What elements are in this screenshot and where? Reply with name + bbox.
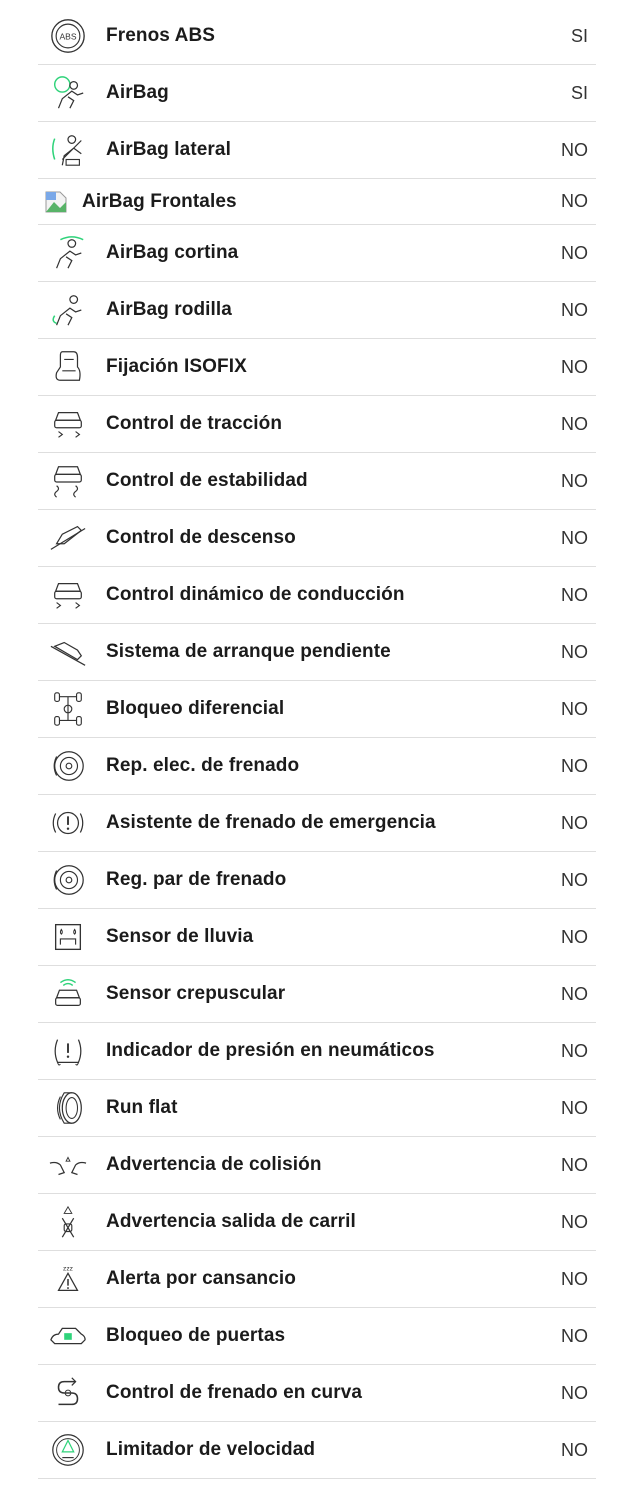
broken-image-icon — [44, 190, 68, 214]
feature-value: NO — [561, 698, 588, 719]
feature-label: Reg. par de frenado — [106, 869, 287, 890]
feature-label: Run flat — [106, 1097, 178, 1118]
feature-label: Control de frenado en curva — [106, 1382, 363, 1403]
feature-value: NO — [561, 1439, 588, 1460]
feature-row — [38, 282, 596, 339]
feature-label: Asistente de frenado de emergencia — [106, 812, 436, 833]
abs-icon — [48, 16, 88, 56]
feature-value: NO — [561, 1268, 588, 1289]
feature-label: AirBag rodilla — [106, 299, 232, 320]
feature-row — [38, 510, 596, 567]
differential-lock-icon — [48, 689, 88, 729]
safety-features-list — [38, 8, 596, 1479]
stability-control-icon — [48, 461, 88, 501]
feature-label: Limitador de velocidad — [106, 1439, 316, 1460]
feature-row — [38, 8, 596, 65]
feature-label: AirBag cortina — [106, 242, 239, 263]
airbag-rodilla-icon — [48, 290, 88, 330]
collision-warning-icon — [48, 1145, 88, 1185]
feature-row — [38, 1137, 596, 1194]
feature-label: Advertencia salida de carril — [106, 1211, 356, 1232]
feature-row — [38, 567, 596, 624]
feature-value: NO — [561, 191, 588, 211]
feature-row — [38, 179, 596, 225]
feature-row — [38, 738, 596, 795]
feature-value: NO — [561, 299, 588, 320]
feature-label: Indicador de presión en neumáticos — [106, 1040, 435, 1061]
feature-label: AirBag — [106, 82, 169, 103]
feature-row — [38, 1194, 596, 1251]
tire-pressure-icon — [48, 1031, 88, 1071]
feature-row — [38, 1308, 596, 1365]
feature-value: NO — [561, 584, 588, 605]
feature-value: NO — [561, 869, 588, 890]
svg-text:ABS: ABS — [59, 31, 77, 42]
feature-row — [38, 1365, 596, 1422]
feature-label: Advertencia de colisión — [106, 1154, 322, 1175]
feature-row — [38, 681, 596, 738]
feature-row — [38, 1080, 596, 1137]
feature-value: NO — [561, 413, 588, 434]
feature-row — [38, 966, 596, 1023]
feature-row — [38, 65, 596, 122]
dynamic-control-icon — [48, 575, 88, 615]
feature-value: NO — [561, 1154, 588, 1175]
airbag-cortina-icon — [48, 233, 88, 273]
feature-value: NO — [561, 983, 588, 1004]
feature-row — [38, 453, 596, 510]
feature-value: NO — [561, 527, 588, 548]
feature-row — [38, 909, 596, 966]
feature-value: NO — [561, 812, 588, 833]
door-lock-icon — [48, 1316, 88, 1356]
feature-label: Control dinámico de conducción — [106, 584, 405, 605]
feature-row — [38, 225, 596, 282]
brake-disc-icon — [48, 746, 88, 786]
feature-label: Fijación ISOFIX — [106, 356, 247, 377]
svg-text:zzz: zzz — [63, 1265, 73, 1273]
feature-row — [38, 396, 596, 453]
feature-row — [38, 795, 596, 852]
feature-value: NO — [561, 641, 588, 662]
lane-departure-icon — [48, 1202, 88, 1242]
feature-row — [38, 1251, 596, 1308]
feature-value: NO — [561, 755, 588, 776]
feature-label: Bloqueo de puertas — [106, 1325, 286, 1346]
hill-descent-icon — [48, 518, 88, 558]
feature-label: Sensor crepuscular — [106, 983, 286, 1004]
feature-value: NO — [561, 1382, 588, 1403]
feature-label: AirBag lateral — [106, 139, 231, 160]
feature-row — [38, 1422, 596, 1479]
feature-label: Control de tracción — [106, 413, 283, 434]
feature-label: Sensor de lluvia — [106, 926, 254, 947]
feature-row — [38, 122, 596, 179]
airbag-icon — [48, 73, 88, 113]
feature-value: NO — [561, 1097, 588, 1118]
tire-icon — [48, 1088, 88, 1128]
airbag-lateral-icon — [48, 130, 88, 170]
traction-control-icon — [48, 404, 88, 444]
feature-value: NO — [561, 1211, 588, 1232]
feature-label: Sistema de arranque pendiente — [106, 641, 391, 662]
feature-value: NO — [561, 1325, 588, 1346]
hill-start-icon — [48, 632, 88, 672]
feature-row — [38, 852, 596, 909]
feature-row — [38, 624, 596, 681]
feature-value: NO — [561, 470, 588, 491]
feature-value: NO — [561, 926, 588, 947]
feature-value: SI — [570, 25, 588, 46]
brake-torque-icon — [48, 860, 88, 900]
feature-label: Rep. elec. de frenado — [106, 755, 300, 776]
feature-value: NO — [561, 139, 588, 160]
feature-label: Alerta por cansancio — [106, 1268, 296, 1289]
light-sensor-icon — [48, 974, 88, 1014]
feature-value: SI — [570, 82, 588, 103]
feature-row — [38, 339, 596, 396]
fatigue-alert-icon — [48, 1259, 88, 1299]
child-seat-icon — [48, 347, 88, 387]
feature-label: Bloqueo diferencial — [106, 698, 285, 719]
feature-value: NO — [561, 356, 588, 377]
feature-label: Control de descenso — [106, 527, 296, 548]
feature-label: AirBag Frontales — [82, 190, 237, 212]
feature-label: Control de estabilidad — [106, 470, 308, 491]
emergency-brake-icon — [48, 803, 88, 843]
feature-row — [38, 1023, 596, 1080]
speed-limiter-icon — [48, 1430, 88, 1470]
feature-value: NO — [561, 242, 588, 263]
feature-value: NO — [561, 1040, 588, 1061]
rain-sensor-icon — [48, 917, 88, 957]
feature-label: Frenos ABS — [106, 25, 216, 46]
cornering-brake-icon — [48, 1373, 88, 1413]
